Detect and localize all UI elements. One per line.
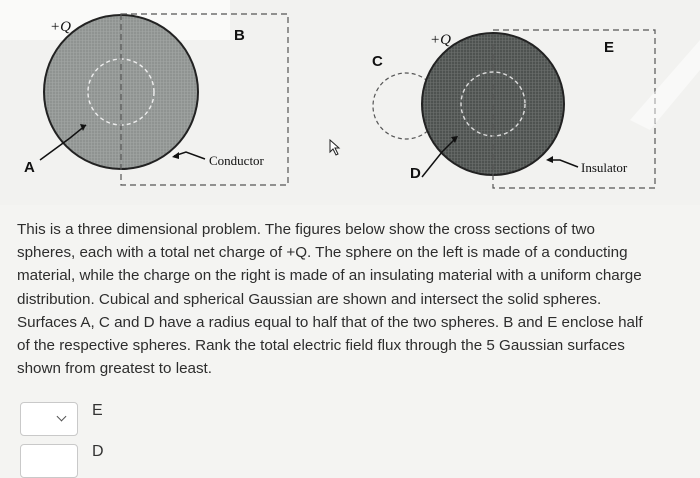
- left-charge-label: +Q: [50, 19, 71, 35]
- right-charge-label: +Q: [430, 32, 451, 48]
- label-c: C: [372, 53, 383, 70]
- label-a: A: [24, 159, 35, 176]
- label-e: E: [604, 39, 615, 56]
- rank-item-1: E: [92, 402, 103, 419]
- rank-select-2[interactable]: [20, 444, 78, 478]
- insulator-label: Insulator: [581, 160, 628, 175]
- rank-select-1[interactable]: [20, 402, 78, 436]
- conductor-label: Conductor: [209, 153, 264, 168]
- rank-item-2: D: [92, 443, 104, 460]
- chevron-down-icon: [57, 412, 67, 422]
- label-d: D: [410, 165, 421, 182]
- problem-text: This is a three dimensional problem. The figures below show the cross sections of two spheres, each with a total net charge of +Q. The sphere on the left is made of a conducting material, while the charge on the right is made of an insulating material with a uniform charge distribution. Cubical and spherical Gaussian are shown and intersect the solid spheres. Surfaces A, C and D have a radius equal to half that of the two spheres. B and E enclose half of the respective spheres. Rank the total electric field flux through the 5 Gaussian surfaces shown from greatest to least.: [17, 221, 643, 378]
- gaussian-surfaces-figure: [0, 0, 700, 205]
- label-b: B: [234, 27, 245, 44]
